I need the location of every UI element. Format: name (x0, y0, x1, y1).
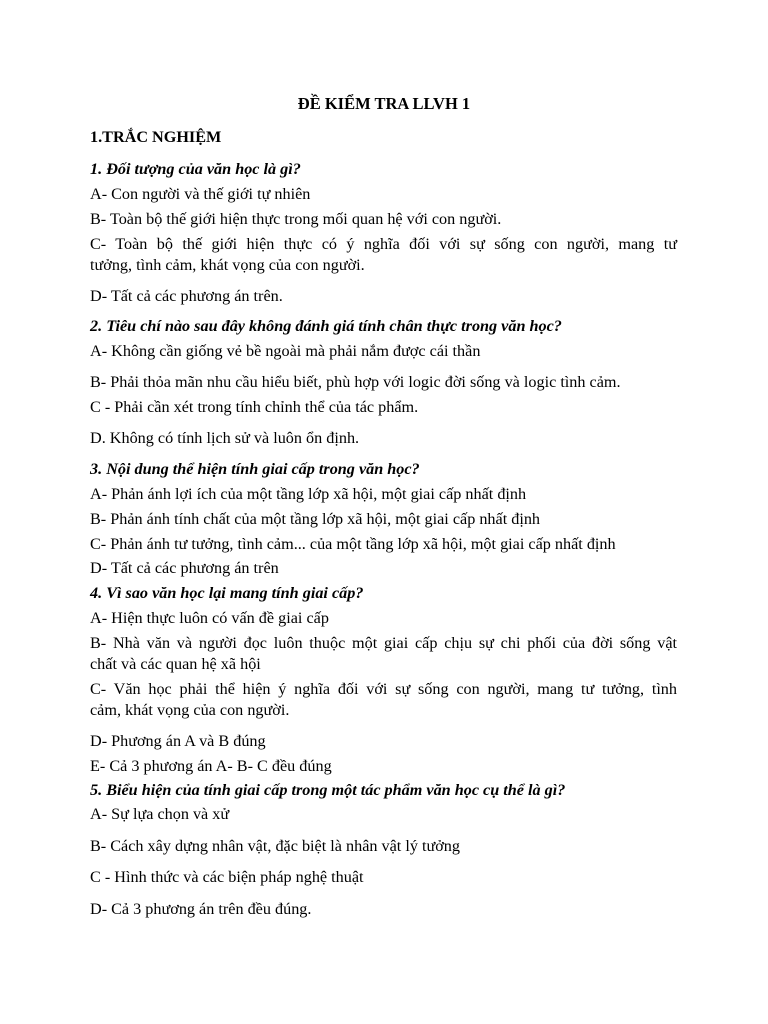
q3-option-d: D- Tất cả các phương án trên (90, 559, 279, 577)
question-4: 4. Vì sao văn học lại mang tính giai cấp? (90, 584, 364, 602)
q5-option-c: C - Hình thức và các biện pháp nghệ thuật (90, 868, 364, 886)
q2-option-d: D. Không có tính lịch sử và luôn ổn định. (90, 429, 360, 447)
q4-option-c-line1: C- Văn học phải thể hiện ý nghĩa đối với sự sống con người, mang tư tưởng, tình (90, 680, 677, 698)
q4-option-e: E- Cả 3 phương án A- B- C đều đúng (90, 757, 332, 775)
q1-option-c-line1: C- Toàn bộ thế giới hiện thực có ý nghĩa đối với sự sống con người, mang tư (90, 235, 677, 253)
q5-option-d: D- Cả 3 phương án trên đều đúng. (90, 900, 312, 918)
q2-option-a: A- Không cần giống vẻ bề ngoài mà phải nắm được cái thần (90, 342, 481, 360)
q4-option-b-line2: chất và các quan hệ xã hội (90, 655, 261, 673)
q4-option-a: A- Hiện thực luôn có vấn đề giai cấp (90, 609, 329, 627)
q1-option-d: D- Tất cả các phương án trên. (90, 287, 283, 305)
q3-option-c: C- Phản ánh tư tưởng, tình cảm... của một tầng lớp xã hội, một giai cấp nhất định (90, 535, 616, 553)
q4-option-c-line2: cảm, khát vọng của con người. (90, 701, 290, 719)
q5-option-b: B- Cách xây dựng nhân vật, đặc biệt là nhân vật lý tưởng (90, 837, 460, 855)
section-heading: 1.TRẮC NGHIỆM (90, 128, 222, 146)
question-5: 5. Biểu hiện của tính giai cấp trong một tác phẩm văn học cụ thể là gì? (90, 781, 566, 799)
q1-option-b: B- Toàn bộ thế giới hiện thực trong mối quan hệ với con người. (90, 210, 502, 228)
document-title: ĐỀ KIỂM TRA LLVH 1 (297, 94, 471, 113)
question-3: 3. Nội dung thể hiện tính giai cấp trong văn học? (90, 460, 420, 478)
q4-option-d: D- Phương án A và B đúng (90, 732, 266, 750)
question-2: 2. Tiêu chí nào sau đây không đánh giá tính chân thực trong văn học? (90, 317, 562, 335)
q4-option-b-line1: B- Nhà văn và người đọc luôn thuộc một giai cấp chịu sự chi phối của đời sống vật (90, 634, 677, 652)
q2-option-b: B- Phải thỏa mãn nhu cầu hiểu biết, phù hợp với logic đời sống và logic tình cảm. (90, 373, 621, 391)
q1-option-a: A- Con người và thế giới tự nhiên (90, 185, 311, 203)
question-1: 1. Đối tượng của văn học là gì? (90, 160, 301, 178)
q2-option-c: C - Phải cần xét trong tính chỉnh thể của tác phẩm. (90, 398, 419, 416)
q1-option-c-line2: tưởng, tình cảm, khát vọng của con người. (90, 256, 365, 274)
q3-option-a: A- Phản ánh lợi ích của một tầng lớp xã hội, một giai cấp nhất định (90, 485, 527, 503)
q5-option-a: A- Sự lựa chọn và xử (90, 805, 230, 823)
q3-option-b: B- Phản ánh tính chất của một tầng lớp xã hội, một giai cấp nhất định (90, 510, 541, 528)
